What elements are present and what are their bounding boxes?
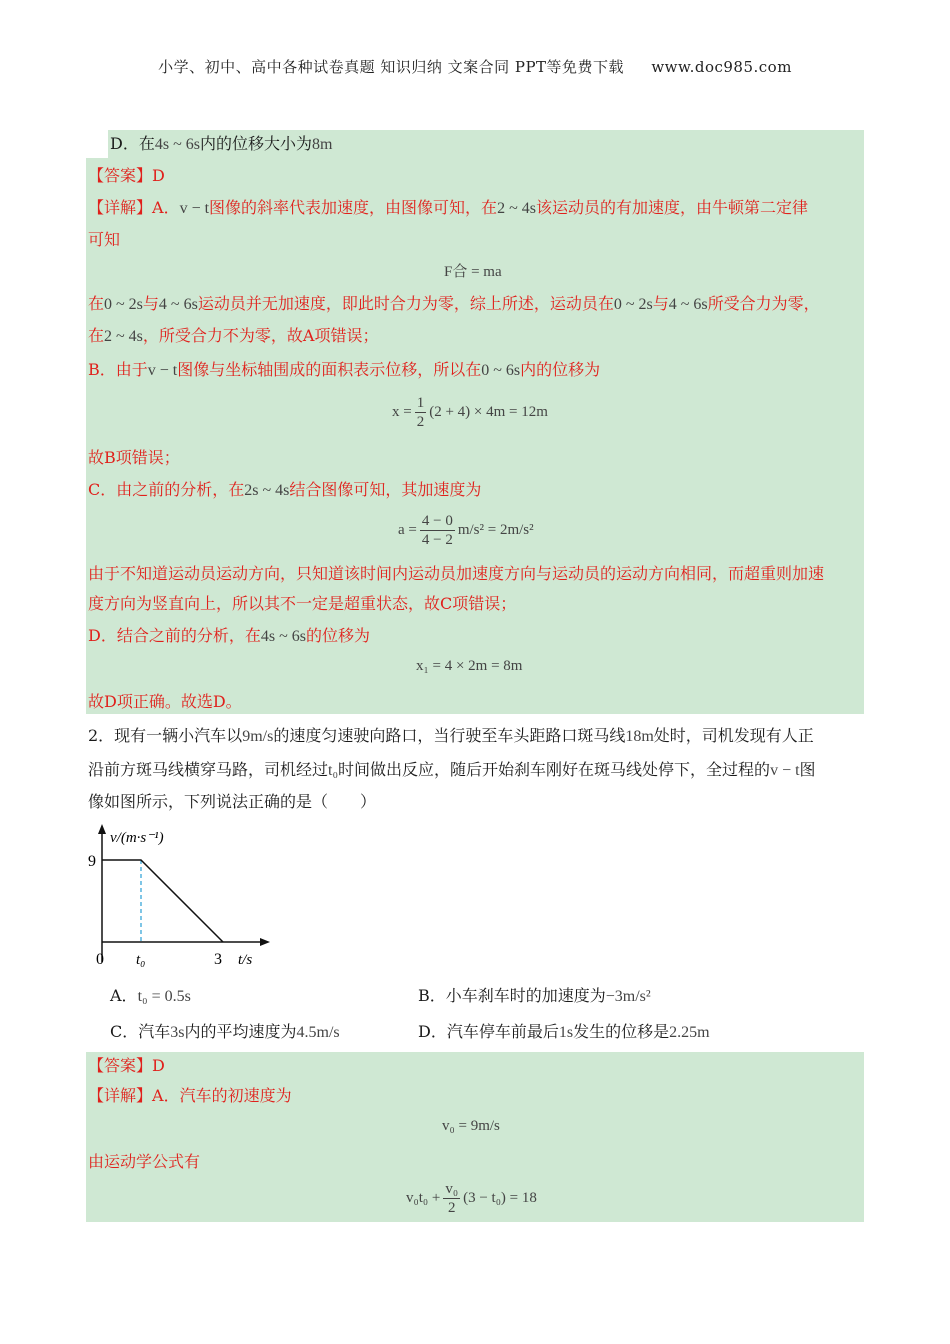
q1-detail-b-line1: B．由于v − t图像与坐标轴围成的面积表示位移，所以在0 ~ 6s内的位移为 <box>88 360 601 379</box>
equation-displacement: x = $\frac{1}{2}$ (2 + 4) × 4m = 12m <box>392 395 548 430</box>
q1-detail-d-line1: D．结合之前的分析，在4s ~ 6s的位移为 <box>88 626 370 645</box>
x-tick-label-t0: t₀ <box>136 952 146 968</box>
q1-detail-a-line1: 【详解】A．v − t图像的斜率代表加速度，由图像可知，在2 ~ 4s该运动员的有加速度，由牛顿第二定律 <box>88 198 808 217</box>
equation-distance: v₀t₀ + $\frac{\text{v₀}}{2}$ (3 − t₀) = 18 <box>406 1181 537 1216</box>
q2-detail-kinematics: 由运动学公式有 <box>88 1152 201 1171</box>
page-header <box>0 56 950 77</box>
y-axis-label: v/(m·s⁻¹) <box>110 830 164 846</box>
equation-x1: x₁ = 4 × 2m = 8m <box>416 658 523 674</box>
q2-option-b[interactable]: B．小车刹车时的加速度为−3m/s² <box>418 986 651 1005</box>
q2-option-d[interactable]: D．汽车停车前最后1s发生的位移是2.25m <box>418 1022 710 1041</box>
header-url[interactable]: www.doc985.com <box>651 58 792 76</box>
q1-detail-c-line3: 度方向为竖直向上，所以其不一定是超重状态，故C项错误； <box>88 594 517 613</box>
q2-option-a[interactable]: A．t₀ = 0.5s <box>110 986 191 1005</box>
x-tick-label-3: 3 <box>214 951 222 968</box>
vt-series-line <box>102 860 223 942</box>
q1-option-d: D．在4s ~ 6s内的位移大小为8m <box>110 134 333 153</box>
q1-detail-a-line4: 在2 ~ 4s，所受合力不为零，故A项错误； <box>88 326 379 345</box>
q2-stem-line2: 沿前方斑马线横穿马路，司机经过t₀时间做出反应，随后开始刹车刚好在斑马线处停下，全过程的v − t图 <box>88 760 816 779</box>
q1-detail-c-line2: 由于不知道运动员运动方向，只知道该时间内运动员加速度方向与运动员的运动方向相同，而超重则加速 <box>88 564 825 583</box>
q2-stem-line1: 2．现有一辆小汽车以9m/s的速度匀速驶向路口，当行驶至车头距路口斑马线18m处时，司机发现有人正 <box>88 726 814 745</box>
y-tick-label-9: 9 <box>88 853 96 870</box>
equation-acceleration: a = $\frac{4 - 0}{4 - 2}$ m/s² = 2m/s² <box>398 513 534 548</box>
equation-newton: F合 = ma <box>444 264 502 280</box>
vt-chart <box>86 820 274 970</box>
x-axis-arrow <box>260 938 270 946</box>
x-axis-label: t/s <box>238 952 253 968</box>
header-title: 小学、初中、高中各种试卷真题 知识归纳 文案合同 PPT等免费下载 <box>158 58 625 76</box>
origin-label: 0 <box>96 951 104 968</box>
q2-option-c[interactable]: C．汽车3s内的平均速度为4.5m/s <box>110 1022 340 1041</box>
q1-detail-a-line2: 可知 <box>88 230 121 249</box>
vt-chart-svg <box>86 820 274 970</box>
equation-v0: v₀ = 9m/s <box>442 1118 500 1134</box>
q2-detail-a: 【详解】A．汽车的初速度为 <box>88 1086 292 1105</box>
q1-detail-c-line1: C．由之前的分析，在2s ~ 4s结合图像可知，其加速度为 <box>88 480 482 499</box>
q2-stem-line3: 像如图所示，下列说法正确的是（ ） <box>88 792 377 811</box>
q1-detail-a-line3: 在0 ~ 2s与4 ~ 6s运动员并无加速度，即此时合力为零，综上所述，运动员在0 ~ 2s与4 ~ 6s所受合力为零， <box>88 294 820 313</box>
y-axis-arrow <box>98 824 106 834</box>
q1-answer: 【答案】D <box>88 166 165 185</box>
q2-answer: 【答案】D <box>88 1056 165 1075</box>
q1-detail-b-conclusion: 故B项错误； <box>88 448 180 467</box>
q1-detail-d-conclusion: 故D项正确。故选D。 <box>88 692 242 711</box>
